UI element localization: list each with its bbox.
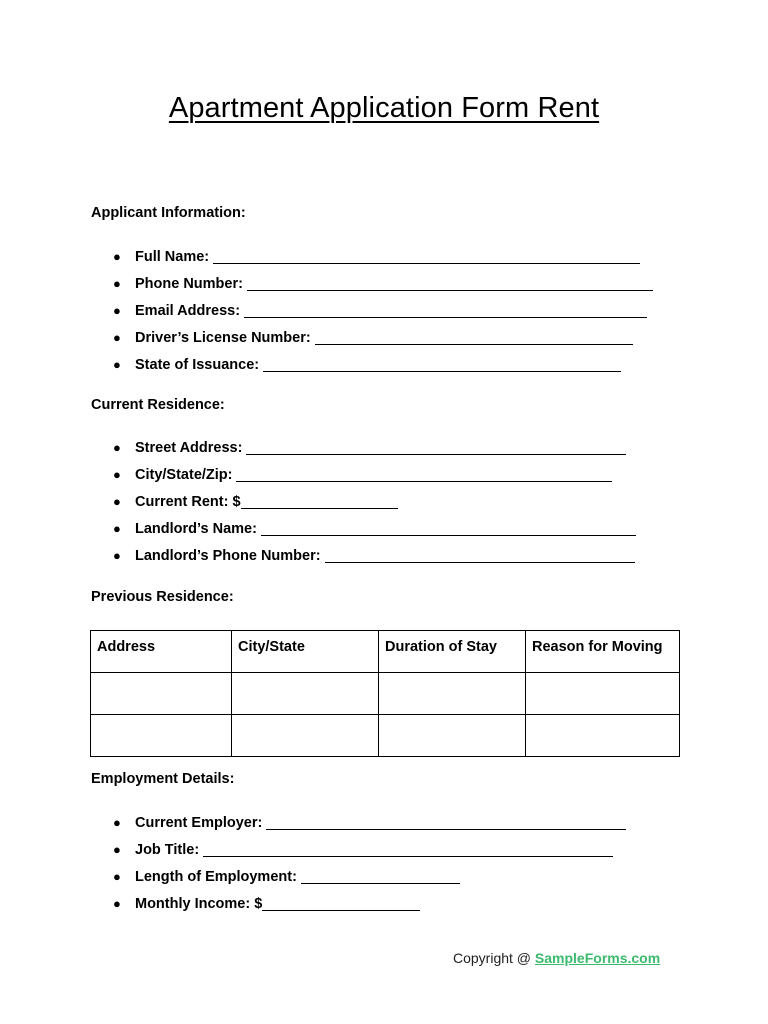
bullet-icon: ●	[113, 869, 121, 884]
field-label: Monthly Income: $	[135, 896, 263, 912]
field-current-rent	[113, 493, 636, 520]
field-monthly-income	[113, 895, 626, 922]
field-label: Current Employer:	[135, 815, 263, 831]
address-cell[interactable]	[91, 673, 232, 715]
street-address-input-line[interactable]	[246, 439, 626, 455]
length-of-employment-input-line[interactable]	[301, 868, 460, 884]
field-label: Current Rent: $	[135, 494, 241, 510]
bullet-icon: ●	[113, 440, 121, 455]
bullet-icon: ●	[113, 896, 121, 911]
field-label: Landlord’s Phone Number:	[135, 548, 321, 564]
field-length-of-employment	[113, 868, 626, 895]
applicant-field-list	[113, 248, 653, 383]
field-current-employer	[113, 814, 626, 841]
previous-residence-table	[90, 630, 680, 757]
field-state-of-issuance	[113, 356, 653, 383]
bullet-icon: ●	[113, 357, 121, 372]
table-row	[91, 715, 680, 757]
field-label: Length of Employment:	[135, 869, 297, 885]
employment-field-list	[113, 814, 626, 922]
landlord-phone-input-line[interactable]	[325, 547, 635, 563]
current-residence-field-list	[113, 439, 636, 574]
city-state-cell[interactable]	[232, 715, 379, 757]
email-address-input-line[interactable]	[244, 302, 647, 318]
field-label: Email Address:	[135, 303, 241, 319]
bullet-icon: ●	[113, 303, 121, 318]
phone-number-input-line[interactable]	[247, 275, 653, 291]
field-label: Street Address:	[135, 440, 243, 456]
city-state-zip-input-line[interactable]	[236, 466, 612, 482]
bullet-icon: ●	[113, 842, 121, 857]
field-label: State of Issuance:	[135, 357, 260, 373]
column-header: Reason for Moving	[526, 631, 680, 673]
field-landlord-phone	[113, 547, 636, 574]
column-header: Duration of Stay	[379, 631, 526, 673]
field-landlord-name	[113, 520, 636, 547]
previous-residence-heading: Previous Residence:	[91, 589, 234, 605]
field-job-title	[113, 841, 626, 868]
reason-cell[interactable]	[526, 673, 680, 715]
field-label: Landlord’s Name:	[135, 521, 257, 537]
current-employer-input-line[interactable]	[266, 814, 626, 830]
column-header: City/State	[232, 631, 379, 673]
drivers-license-input-line[interactable]	[315, 329, 633, 345]
current-residence-heading: Current Residence:	[91, 397, 225, 413]
reason-cell[interactable]	[526, 715, 680, 757]
column-header: Address	[91, 631, 232, 673]
applicant-heading: Applicant Information:	[91, 205, 246, 221]
bullet-icon: ●	[113, 521, 121, 536]
bullet-icon: ●	[113, 276, 121, 291]
field-label: Job Title:	[135, 842, 200, 858]
field-street-address	[113, 439, 636, 466]
bullet-icon: ●	[113, 249, 121, 264]
bullet-icon: ●	[113, 548, 121, 563]
bullet-icon: ●	[113, 467, 121, 482]
job-title-input-line[interactable]	[203, 841, 613, 857]
duration-cell[interactable]	[379, 715, 526, 757]
current-rent-input-line[interactable]	[241, 493, 398, 509]
employment-heading: Employment Details:	[91, 771, 235, 787]
state-of-issuance-input-line[interactable]	[263, 356, 621, 372]
bullet-icon: ●	[113, 494, 121, 509]
copyright-footer	[453, 950, 660, 966]
field-phone-number	[113, 275, 653, 302]
field-label: Phone Number:	[135, 276, 243, 292]
sampleforms-link[interactable]: SampleForms.com	[534, 950, 661, 966]
field-city-state-zip	[113, 466, 636, 493]
full-name-input-line[interactable]	[213, 248, 640, 264]
landlord-name-input-line[interactable]	[261, 520, 636, 536]
field-email-address	[113, 302, 653, 329]
table-row	[91, 673, 680, 715]
field-full-name	[113, 248, 653, 275]
page-title: Apartment Application Form Rent	[168, 92, 600, 124]
field-drivers-license	[113, 329, 653, 356]
copyright-text: Copyright @	[453, 950, 535, 966]
address-cell[interactable]	[91, 715, 232, 757]
field-label: City/State/Zip:	[135, 467, 233, 483]
field-label: Driver’s License Number:	[135, 330, 311, 346]
monthly-income-input-line[interactable]	[262, 895, 420, 911]
bullet-icon: ●	[113, 815, 121, 830]
table-header-row	[91, 631, 680, 673]
field-label: Full Name:	[135, 249, 210, 265]
duration-cell[interactable]	[379, 673, 526, 715]
bullet-icon: ●	[113, 330, 121, 345]
city-state-cell[interactable]	[232, 673, 379, 715]
